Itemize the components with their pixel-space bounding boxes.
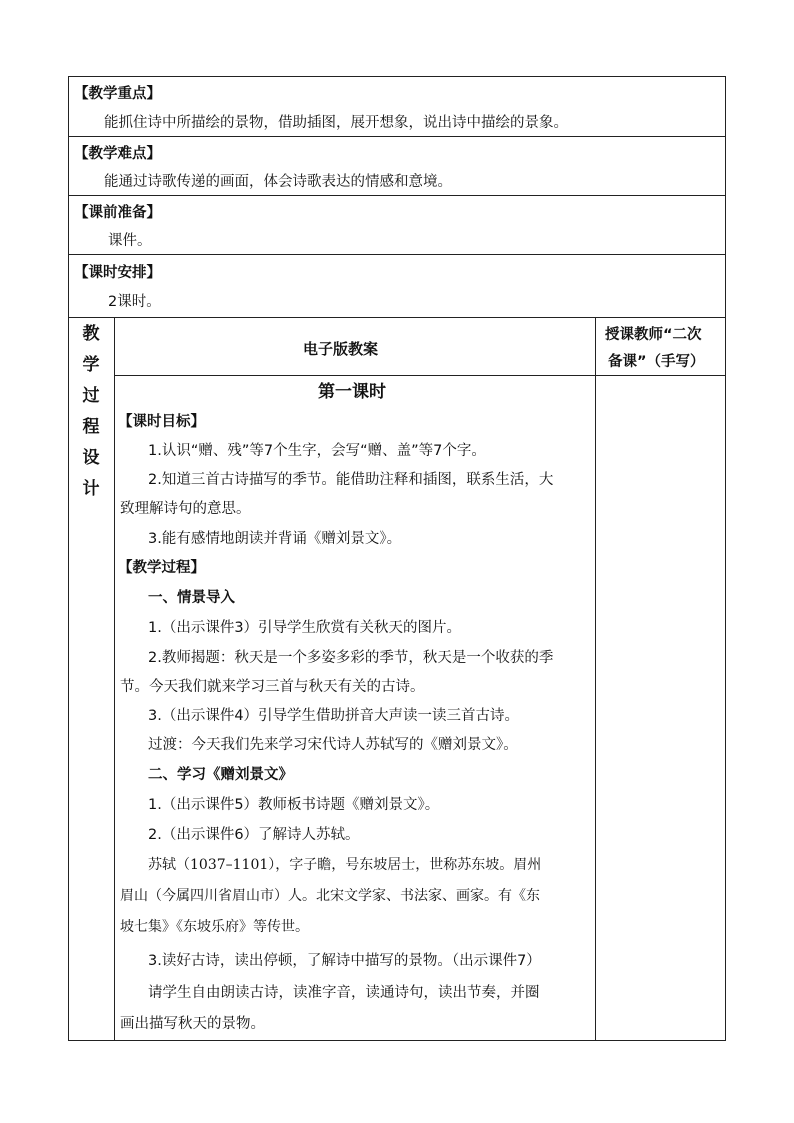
bio-line: 眉山（今属四川省眉山市）人。北宋文学家、书法家、画家。有《东 xyxy=(120,888,540,904)
goals-heading: 【课时目标】 xyxy=(118,414,205,430)
part2-line: 1.（出示课件5）教师板书诗题《赠刘景文》。 xyxy=(148,797,440,813)
part2-more-line: 3.读好古诗，读出停顿，了解诗中描写的景物。（出示课件7） xyxy=(148,953,541,969)
part1-line: 3.（出示课件4）引导学生借助拼音大声读一读三首古诗。 xyxy=(148,708,520,724)
table-border-right xyxy=(725,76,726,1041)
bio-line: 苏轼（1037–1101），字子瞻，号东坡居士，世称苏东坡。眉州 xyxy=(148,857,542,873)
part1-heading: 一、情景导入 xyxy=(148,590,235,606)
row-divider xyxy=(68,317,726,318)
side-label-char: 程 xyxy=(82,417,100,437)
key-points-content: 能抓住诗中所描绘的景物，借助插图，展开想象，说出诗中描绘的景象。 xyxy=(104,115,568,131)
difficulties-heading: 【教学难点】 xyxy=(74,146,161,162)
part2-more-line: 请学生自由朗读古诗，读准字音，读通诗句，读出节奏，并圈 xyxy=(148,985,540,1001)
row-divider xyxy=(68,136,726,137)
side-label-char: 学 xyxy=(82,355,100,375)
column-divider xyxy=(114,317,115,1041)
table-border-left xyxy=(68,76,69,1041)
goal-line: 3.能有感情地朗读并背诵《赠刘景文》。 xyxy=(148,531,402,547)
row-divider xyxy=(68,195,726,196)
part1-line: 2.教师揭题：秋天是一个多姿多彩的季节，秋天是一个收获的季 xyxy=(148,650,554,666)
schedule-content: 2课时。 xyxy=(108,294,161,310)
preparation-content: 课件。 xyxy=(108,233,152,249)
difficulties-content: 能通过诗歌传递的画面，体会诗歌表达的情感和意境。 xyxy=(104,174,452,190)
schedule-heading: 【课时安排】 xyxy=(74,265,161,281)
row-divider xyxy=(68,254,726,255)
part1-line: 1.（出示课件3）引导学生欣赏有关秋天的图片。 xyxy=(148,620,462,636)
header-divider xyxy=(114,375,726,376)
column-divider xyxy=(595,317,596,1041)
part2-line: 2.（出示课件6）了解诗人苏轼。 xyxy=(148,827,360,843)
part2-more-line: 画出描写秋天的景物。 xyxy=(120,1016,265,1032)
side-label-char: 教 xyxy=(82,324,100,344)
main-column-header: 电子版教案 xyxy=(303,340,379,358)
right-column-header-line2: 备课”（手写） xyxy=(608,354,705,370)
part1-line: 过渡：今天我们先来学习宋代诗人苏轼写的《赠刘景文》。 xyxy=(148,737,518,753)
part2-heading: 二、学习《赠刘景文》 xyxy=(148,767,293,783)
key-points-heading: 【教学重点】 xyxy=(74,86,161,102)
goal-line: 致理解诗句的意思。 xyxy=(120,501,251,517)
table-border-top xyxy=(68,76,726,77)
right-column-header-line1: 授课教师“二次 xyxy=(605,327,702,343)
side-label-char: 设 xyxy=(82,448,100,468)
table-border-bottom xyxy=(68,1040,726,1041)
side-label-char: 计 xyxy=(82,479,100,499)
preparation-heading: 【课前准备】 xyxy=(74,205,161,221)
side-label-char: 过 xyxy=(82,386,100,406)
process-heading: 【教学过程】 xyxy=(118,560,205,576)
goal-line: 2.知道三首古诗描写的季节。能借助注释和插图，联系生活，大 xyxy=(148,472,554,488)
part1-line: 节。今天我们就来学习三首与秋天有关的古诗。 xyxy=(120,679,425,695)
bio-line: 坡七集》《东坡乐府》等传世。 xyxy=(120,919,309,935)
goal-line: 1.认识“赠、残”等7个生字，会写“赠、盖”等7个字。 xyxy=(148,443,486,459)
lesson-title: 第一课时 xyxy=(318,382,386,402)
